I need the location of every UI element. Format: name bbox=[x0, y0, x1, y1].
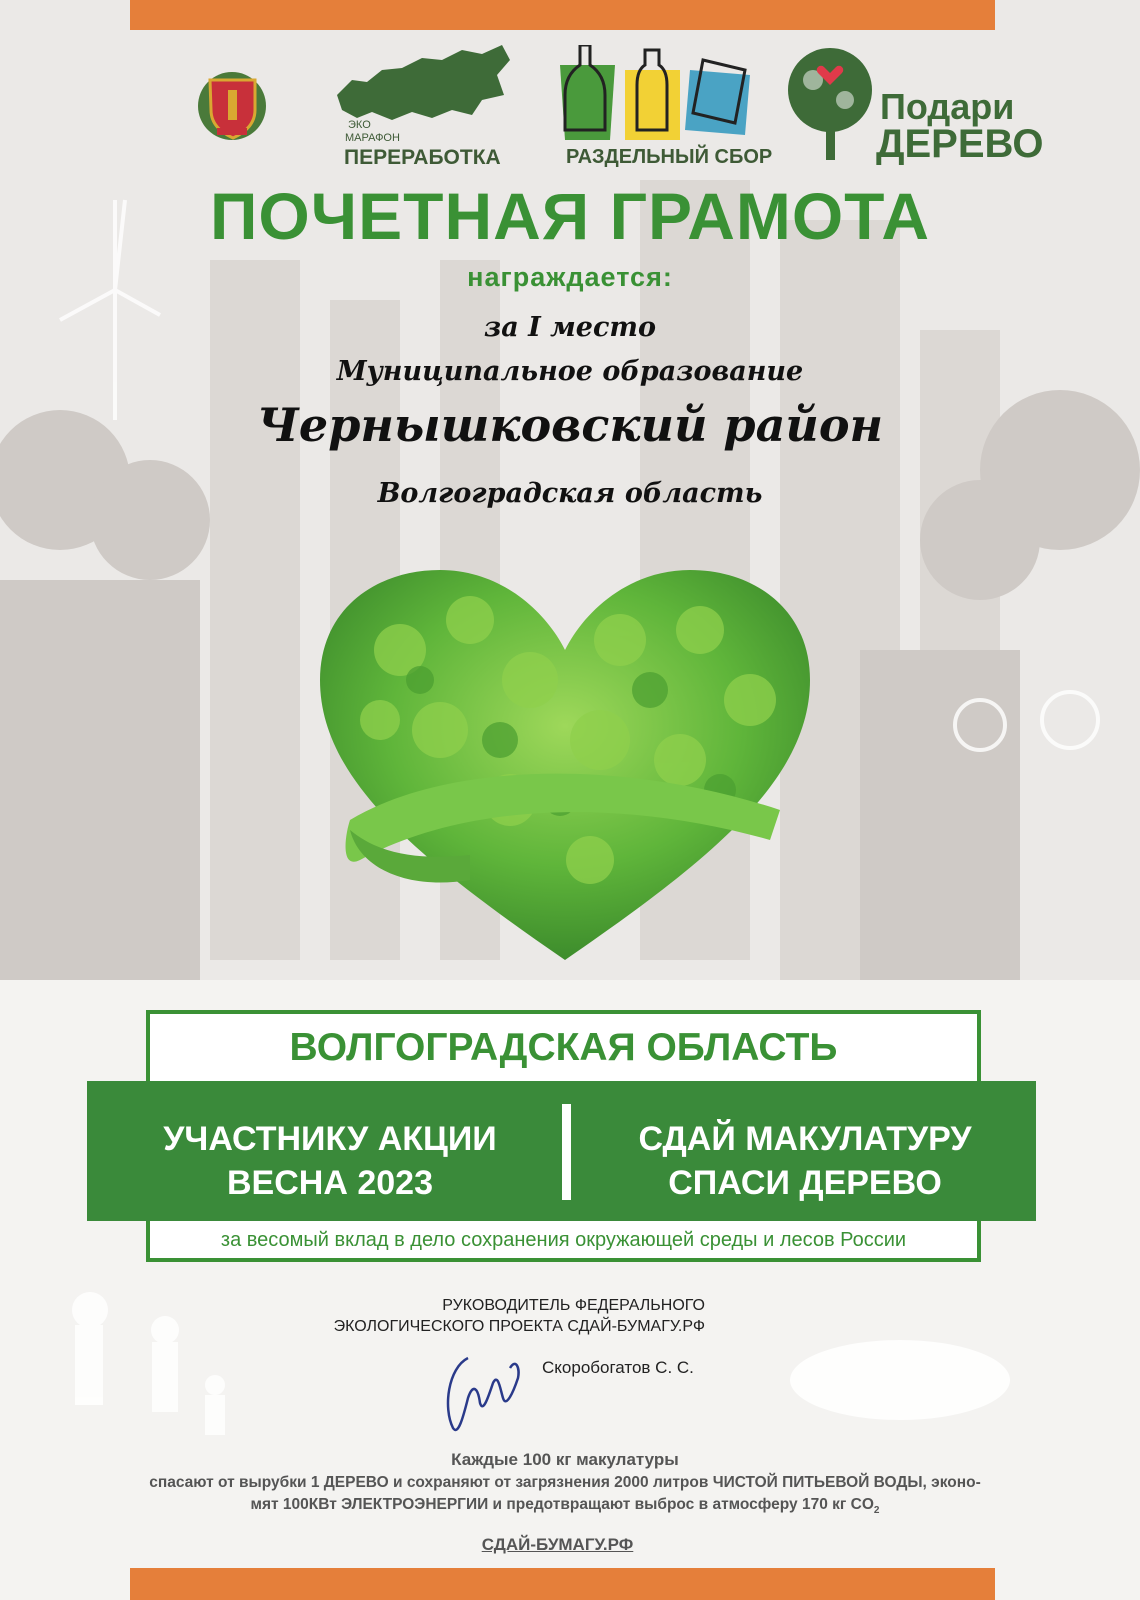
district-name: Чернышковский район bbox=[256, 398, 884, 452]
participant-line: УЧАСТНИКУ АКЦИИ bbox=[163, 1120, 497, 1158]
note-body bbox=[110, 1472, 1020, 1522]
gift-label: Подари bbox=[880, 86, 1015, 127]
band-divider bbox=[562, 1104, 571, 1200]
note-line-2 bbox=[110, 1494, 1020, 1522]
handwritten-signature bbox=[438, 1338, 548, 1438]
website-link[interactable]: СДАЙ-БУМАГУ.РФ bbox=[481, 1535, 634, 1554]
eco-label: ЭКО bbox=[348, 119, 371, 131]
campaign-region-header: ВОЛГОГРАДСКАЯ ОБЛАСТЬ bbox=[289, 1026, 838, 1069]
tree-label: ДЕРЕВО bbox=[876, 122, 1044, 166]
heart-of-leaves-icon bbox=[300, 560, 830, 980]
certificate-title: ПОЧЕТНАЯ ГРАМОТА bbox=[209, 179, 931, 253]
signer-name: Скоробогатов С. С. bbox=[542, 1358, 694, 1377]
place-text: за I место bbox=[483, 312, 657, 343]
contribution-text: за весомый вклад в дело сохранения окружающей среды и лесов России bbox=[220, 1229, 907, 1251]
bottle-icon bbox=[555, 45, 755, 140]
signer-role-line-1: РУКОВОДИТЕЛЬ ФЕДЕРАЛЬНОГО bbox=[442, 1297, 705, 1314]
coat-of-arms-icon bbox=[195, 68, 270, 143]
slogan-line-1: СДАЙ МАКУЛАТУРУ bbox=[638, 1120, 972, 1158]
top-orange-bar bbox=[130, 0, 995, 30]
bottom-orange-bar bbox=[130, 1568, 995, 1600]
marathon-label: МАРАФОН bbox=[345, 132, 400, 144]
tree-icon bbox=[783, 45, 878, 165]
recycling-label: ПЕРЕРАБОТКА bbox=[344, 146, 501, 169]
co2-subscript: 2 bbox=[873, 1505, 880, 1517]
separate-collection-label: РАЗДЕЛЬНЫЙ СБОР bbox=[566, 146, 773, 168]
campaign-slogan bbox=[600, 1117, 1010, 1205]
signer-role-line-2: ЭКОЛОГИЧЕСКОГО ПРОЕКТА СДАЙ-БУМАГУ.РФ bbox=[333, 1318, 705, 1335]
signer-role bbox=[290, 1295, 705, 1337]
slogan-line-2: СПАСИ ДЕРЕВО bbox=[668, 1164, 942, 1202]
note-line-2-text: мят 100КВт ЭЛЕКТРОЭНЕРГИИ и предотвращают выброс в атмосферу 170 кг CO bbox=[250, 1496, 874, 1513]
season-line: ВЕСНА 2023 bbox=[227, 1164, 433, 1202]
region-text: Волгоградская область bbox=[377, 478, 763, 509]
note-line-1: спасают от вырубки 1 ДЕРЕВО и сохраняют от загрязнения 2000 литров ЧИСТОЙ ПИТЬЕВОЙ ВОДЫ, эконо- bbox=[149, 1474, 981, 1491]
municipality-text: Муниципальное образование bbox=[336, 356, 804, 387]
awarded-label: награждается: bbox=[467, 262, 673, 292]
note-heading: Каждые 100 кг макулатуры bbox=[451, 1450, 679, 1469]
campaign-participant bbox=[130, 1117, 530, 1205]
